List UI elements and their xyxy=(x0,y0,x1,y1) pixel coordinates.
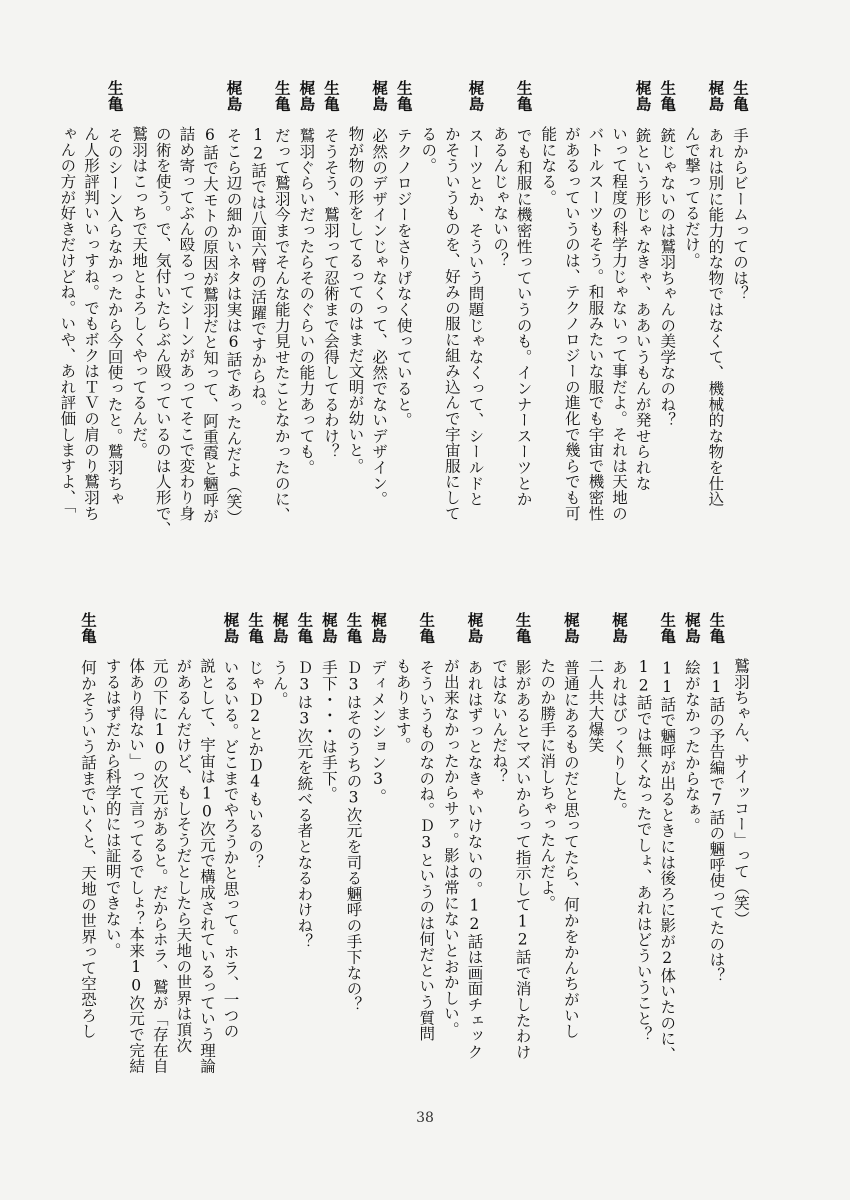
dialogue-line xyxy=(318,80,343,580)
speaker-name: 生亀 xyxy=(513,612,533,644)
dialogue-text: 銃じゃないのは鷲羽ちゃんの美学なのね？ xyxy=(658,127,677,428)
dialogue-line xyxy=(147,612,171,1082)
dialogue-line xyxy=(583,612,607,1082)
dialogue-text: 鷲羽ちゃん、サイッコー」って（笑） xyxy=(732,658,750,927)
dialogue-text: 6話で大モトの原因が鷲羽だと知って、阿重霞と魎呼が xyxy=(200,126,219,524)
speaker-name: 梶島 xyxy=(369,612,389,644)
speaker-name: 生亀 xyxy=(344,612,364,644)
dialogue-line xyxy=(558,612,583,1082)
speaker-name: 梶島 xyxy=(270,612,290,644)
dialogue-text: 12話では八面六臂の活躍ですからね。 xyxy=(249,126,268,416)
speaker-name: 梶島 xyxy=(466,80,486,112)
dialogue-text: Ｄ3はそのうちの3次元を司る魎呼の手下なの？ xyxy=(344,659,363,1013)
dialogue-line xyxy=(727,80,752,580)
dialogue-text: の術を使う。で、気付いたらぶん殴っているのは人形で、 xyxy=(153,126,172,537)
dialogue-line xyxy=(366,612,391,1082)
speaker-name: 梶島 xyxy=(706,80,726,112)
dialogue-text: 能になる。 xyxy=(539,126,558,205)
dialogue-text: 11話の予告編で7話の魎呼使ってたのは？ xyxy=(707,659,726,984)
dialogue-line xyxy=(150,80,174,580)
dialogue-text: が出来なかったからサァ。影は常にないとおかしい。 xyxy=(441,658,460,1038)
dialogue-text: うん。 xyxy=(270,659,289,708)
dialogue-line xyxy=(463,80,488,580)
dialogue-text: テクノロジーをさりげなく使っていると。 xyxy=(394,127,413,428)
speaker-name: 梶島 xyxy=(610,612,630,644)
dialogue-text: 手下・・・は手下。 xyxy=(319,659,338,802)
dialogue-line xyxy=(631,612,655,1082)
dialogue-text: 説として、宇宙は10次元で構成されているっていう理論 xyxy=(197,658,216,1074)
dialogue-text: 元の下に10の次元があると。だからホラ、鷲が「存在自 xyxy=(150,658,169,1074)
dialogue-line xyxy=(78,80,102,580)
dialogue-line xyxy=(416,80,440,580)
dialogue-line xyxy=(102,80,127,580)
speaker-name: 梶島 xyxy=(465,612,485,644)
dialogue-text: スーツとか、そういう問題じゃなくって、シールドと xyxy=(466,127,485,507)
dialogue-text: ディメンション3。 xyxy=(369,659,388,805)
dialogue-line xyxy=(655,612,680,1082)
speaker-name: 生亀 xyxy=(78,612,98,644)
speaker-name: 梶島 xyxy=(561,612,581,644)
dialogue-line xyxy=(606,80,630,580)
dialogue-text: ではないんだね？ xyxy=(490,658,509,785)
dialogue-line xyxy=(414,612,439,1082)
dialogue-text: そうそう、鷲羽って忍術まで会得してるわけ？ xyxy=(321,127,340,460)
dialogue-line xyxy=(439,80,463,580)
dialogue-text: 二人共大爆笑 xyxy=(586,658,605,753)
speaker-name: 梶島 xyxy=(633,80,653,112)
dialogue-line xyxy=(487,80,511,580)
dialogue-text: 手からビームってのは？ xyxy=(731,127,749,302)
dialogue-text: ゃんの方が好きだけどね。いや、あれ評価しますよ、「 xyxy=(58,126,77,514)
dialogue-line xyxy=(218,612,243,1082)
speaker-name: 梶島 xyxy=(370,80,390,112)
speaker-name: 生亀 xyxy=(105,80,125,112)
dialogue-text: Ｄ3は3次元を統べる者となるわけね？ xyxy=(295,659,314,950)
dialogue-text: そこら辺の細かいネタは実は6話であったんだよ（笑） xyxy=(224,127,243,526)
dialogue-text: 銃という形じゃなきゃ、ああいうもんが発せられな xyxy=(633,127,652,492)
dialogue-text: でも和服に機密性っていうのも。インナースーツとか xyxy=(514,127,533,507)
speaker-name: 生亀 xyxy=(658,80,678,112)
dialogue-line xyxy=(438,612,462,1082)
dialogue-text: 鷲羽はこっちで天地とよろしくやってるんだ。 xyxy=(130,126,149,458)
speaker-name: 生亀 xyxy=(731,80,750,112)
dialogue-line xyxy=(246,80,270,580)
speaker-name: 梶島 xyxy=(319,612,339,644)
dialogue-text: るの。 xyxy=(419,126,438,174)
dialogue-text: んで撃ってるだけ。 xyxy=(682,126,701,269)
dialogue-text: そのシーン入らなかったから今回使ったと。鷲羽ちゃ xyxy=(105,127,124,507)
speaker-name: 生亀 xyxy=(246,612,266,644)
speaker-name: 生亀 xyxy=(417,612,437,644)
dialogue-text: 普通にあるものだと思ってたら、何かをかんちがいし xyxy=(561,659,580,1039)
dialogue-text: あれはずっとなきゃいけないの。12話は画面チェック xyxy=(465,659,484,1060)
dialogue-line xyxy=(75,612,100,1082)
speaker-name: 生亀 xyxy=(514,80,534,112)
dialogue-line xyxy=(269,80,294,580)
dialogue-text: 絵がなかったからなぁ。 xyxy=(682,659,701,834)
dialogue-line xyxy=(511,80,536,580)
dialogue-line xyxy=(343,80,367,580)
dialogue-line xyxy=(703,80,728,580)
dialogue-line xyxy=(704,612,729,1082)
dialogue-line xyxy=(367,80,392,580)
dialogue-line xyxy=(174,80,198,580)
dialogue-line xyxy=(559,80,583,580)
dialogue-line xyxy=(606,612,631,1082)
dialogue-line xyxy=(679,612,704,1082)
dialogue-text: 12話では無くなったでしょ、あれはどういうこと？ xyxy=(634,658,653,1043)
dialogue-line xyxy=(679,80,703,580)
dialogue-line xyxy=(194,612,218,1082)
dialogue-text: いって程度の科学力じゃないって事だよ。それは天地の xyxy=(610,126,629,521)
lower-text-section xyxy=(78,612,752,1082)
dialogue-text: そういうものなのね。Ｄ3というのは何だという質問 xyxy=(417,659,436,1042)
speaker-name: 生亀 xyxy=(394,80,414,112)
dialogue-line xyxy=(124,612,148,1082)
speaker-name: 生亀 xyxy=(272,80,292,112)
upper-text-section xyxy=(58,80,752,580)
dialogue-line xyxy=(462,612,487,1082)
speaker-name: 梶島 xyxy=(682,612,702,644)
dialogue-line xyxy=(341,612,366,1082)
dialogue-line xyxy=(391,80,416,580)
dialogue-line xyxy=(197,80,221,580)
dialogue-line xyxy=(243,612,268,1082)
dialogue-text: があるんだけど、もしそうだとしたら天地の世界は頂次 xyxy=(174,658,193,1053)
dialogue-text: あれはびっくりした。 xyxy=(610,659,629,818)
dialogue-text: 鷲羽ぐらいだったらそのぐらいの能力あっても。 xyxy=(297,127,316,476)
dialogue-text: たのか勝手に消しちゃったんだよ。 xyxy=(538,658,557,911)
dialogue-text: 必然のデザインじゃなくって、必然でないデザイン。 xyxy=(370,127,389,507)
dialogue-text: があるっていうのは、テクノロジーの進化で幾らでも可 xyxy=(562,126,581,521)
dialogue-line xyxy=(630,80,655,580)
dialogue-line xyxy=(536,80,560,580)
dialogue-text: 影があるとマズいからって指示して12話で消したわけ xyxy=(513,659,532,1060)
dialogue-line xyxy=(728,612,752,1082)
speaker-name: 梶島 xyxy=(221,612,241,644)
speaker-name: 生亀 xyxy=(658,612,678,644)
dialogue-text: かそういうものを、好みの服に組み込んで宇宙服にして xyxy=(442,126,461,521)
dialogue-text: 11話で魎呼が出るときには後ろに影が2体いたのに、 xyxy=(658,659,677,1063)
speaker-name: 生亀 xyxy=(295,612,315,644)
dialogue-line xyxy=(535,612,559,1082)
dialogue-line xyxy=(127,80,151,580)
dialogue-line xyxy=(390,612,414,1082)
dialogue-line xyxy=(294,80,319,580)
speaker-name: 生亀 xyxy=(321,80,341,112)
dialogue-text: じゃＤ2とかＤ4もいるの？ xyxy=(246,659,265,871)
dialogue-text: あるんじゃないの？ xyxy=(491,126,510,269)
dialogue-text: いるいる。どこまでやろうかと思って。ホラ、一つの xyxy=(221,659,240,1039)
dialogue-line xyxy=(583,80,607,580)
dialogue-line xyxy=(221,80,246,580)
speaker-name: 梶島 xyxy=(297,80,317,112)
dialogue-text: 体あり得ない」って言ってるでしょ？本来10次元で完結 xyxy=(127,658,146,1074)
dialogue-line xyxy=(171,612,195,1082)
dialogue-text: 物が物の形をしてるってのはまだ文明が幼いと。 xyxy=(346,126,365,474)
dialogue-text: 詰め寄ってぶん殴るってシーンがあってそこで変わり身 xyxy=(177,126,196,521)
dialogue-line xyxy=(655,80,680,580)
dialogue-line xyxy=(55,80,79,580)
dialogue-text: するはずだから科学的には証明できない。 xyxy=(103,658,122,959)
page-number: 38 xyxy=(416,1110,434,1126)
dialogue-text: 何かそういう話までいくと、天地の世界って空恐ろし xyxy=(78,659,97,1039)
dialogue-line xyxy=(316,612,341,1082)
dialogue-line xyxy=(510,612,535,1082)
dialogue-text: ん人形評判いいっすね。でもボクはＴＶの肩のり鷲羽ち xyxy=(81,126,100,521)
dialogue-line xyxy=(292,612,317,1082)
speaker-name: 梶島 xyxy=(224,80,244,112)
dialogue-line xyxy=(486,612,510,1082)
dialogue-line xyxy=(100,612,124,1082)
dialogue-text: だって鷲羽今までそんな能力見せたことなかったのに、 xyxy=(272,127,291,523)
dialogue-text: バトルスーツもそう。和服みたいな服でも宇宙で機密性 xyxy=(586,126,605,521)
dialogue-text: あれは別に能力的な物ではなくて、機械的な物を仕込 xyxy=(706,127,725,507)
dialogue-text: もあります。 xyxy=(393,658,412,753)
speaker-name: 生亀 xyxy=(707,612,727,644)
dialogue-line xyxy=(267,612,292,1082)
